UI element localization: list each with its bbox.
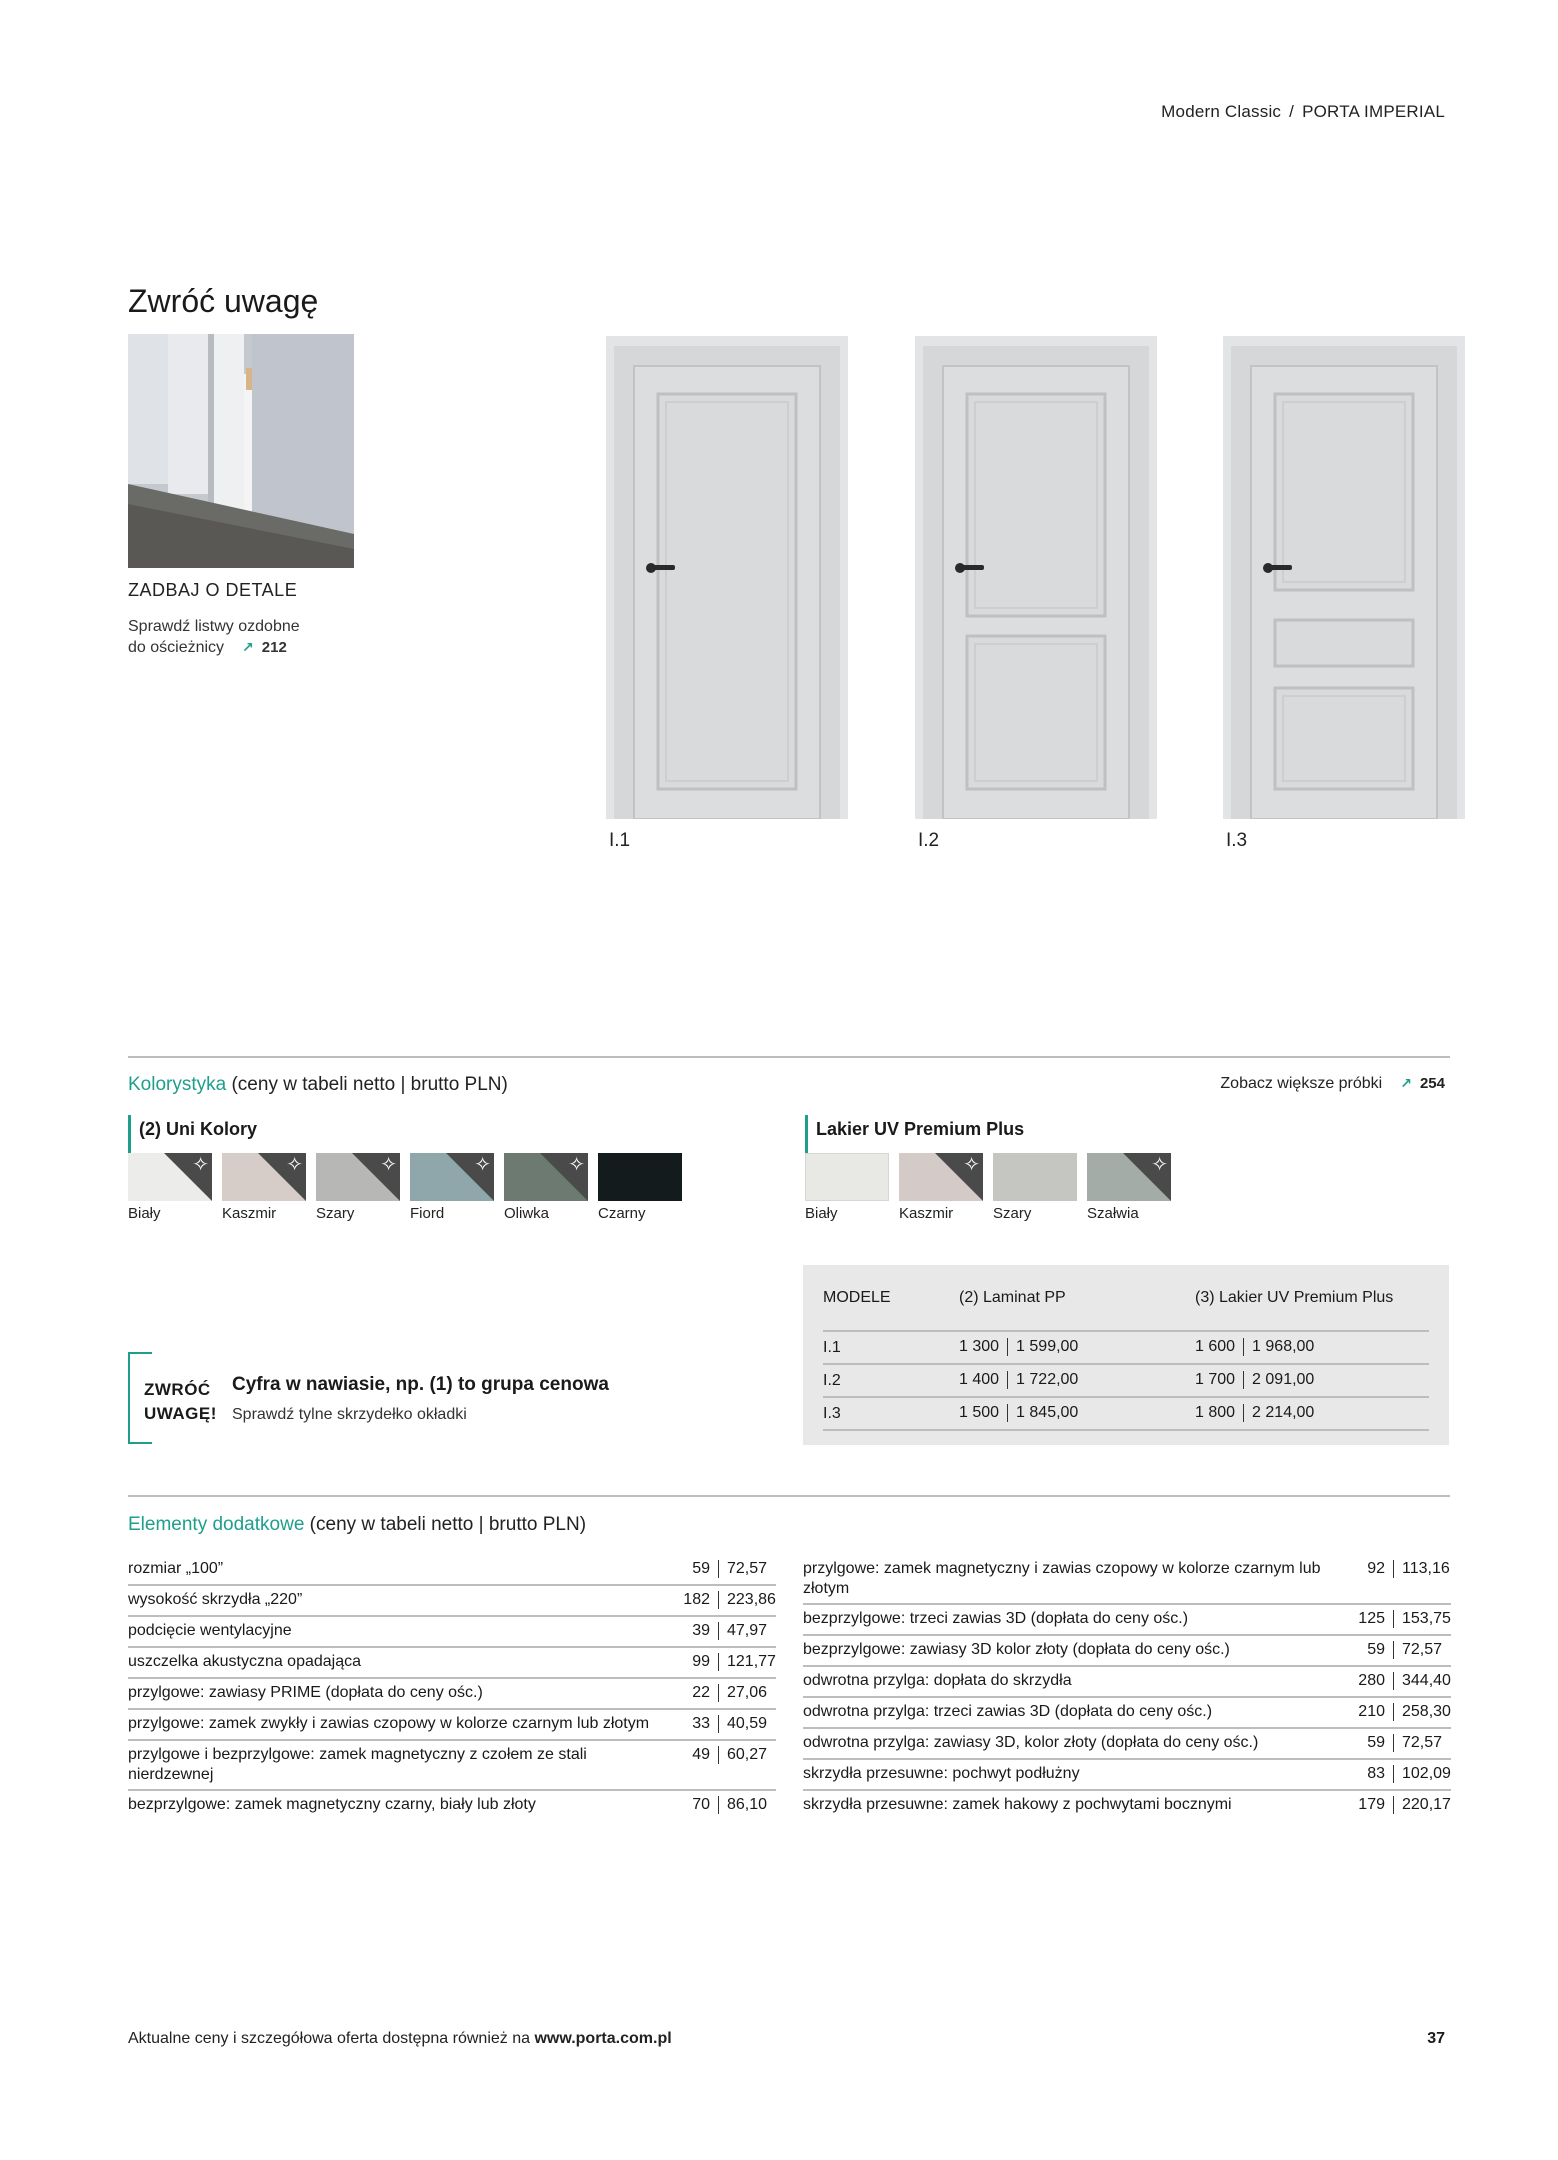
swatch-chip [598, 1153, 682, 1201]
table-row [823, 1331, 1429, 1364]
sparkle-icon: ✧ [286, 1154, 303, 1176]
item-desc: przylgowe i bezprzylgowe: zamek magnetyczny z czołem ze stali nierdzewnej [128, 1746, 587, 1783]
item-desc: odwrotna przylga: trzeci zawias 3D (dopłata do ceny ośc.) [803, 1703, 1213, 1720]
gross-price: 1 968,00 [1252, 1338, 1315, 1356]
door-image-i1 [606, 336, 848, 819]
net-price: 83 [1367, 1765, 1385, 1782]
more-text: Zobacz większe próbki [1220, 1075, 1383, 1092]
note-headline: Cyfra w nawiasie, np. (1) to grupa cenowa [232, 1374, 609, 1395]
swatch[interactable] [805, 1153, 889, 1222]
laminat-price-cell [959, 1397, 1195, 1430]
palette-uv [805, 1115, 1171, 1222]
item-desc: skrzydła przesuwne: pochwyt podłużny [803, 1765, 1080, 1782]
item-price [1345, 1702, 1451, 1723]
page-number: 37 [1427, 2030, 1445, 2047]
note-label [144, 1378, 217, 1426]
swatch-name: Fiord [410, 1205, 445, 1222]
net-price: 59 [1367, 1641, 1385, 1658]
separator [1393, 1796, 1394, 1814]
swatch-name: Oliwka [504, 1205, 550, 1222]
item-desc: rozmiar „100” [128, 1560, 224, 1577]
swatch-name: Biały [805, 1205, 838, 1222]
swatch-chip [316, 1153, 400, 1201]
header-separator: / [1289, 102, 1295, 121]
swatch-chip [993, 1153, 1077, 1201]
door-image-i2 [915, 336, 1157, 819]
gross-price: 1 599,00 [1016, 1338, 1079, 1356]
swatch-name: Kaszmir [222, 1205, 277, 1222]
list-item [128, 1555, 776, 1586]
list-item [803, 1698, 1451, 1729]
uv-price-cell [1195, 1331, 1429, 1364]
arrow-up-right-icon: ↗ [1400, 1075, 1412, 1091]
swatch[interactable] [222, 1153, 306, 1222]
colors-title-rest: (ceny w tabeli netto | brutto PLN) [231, 1074, 508, 1095]
colors-title-accent: Kolorystyka [128, 1074, 227, 1095]
separator [1393, 1734, 1394, 1752]
swatch[interactable] [504, 1153, 588, 1222]
net-price: 59 [1367, 1734, 1385, 1751]
swatch-name: Kaszmir [899, 1205, 954, 1222]
gross-price: 60,27 [727, 1746, 768, 1763]
uv-price-cell [1195, 1364, 1429, 1397]
separator [718, 1653, 719, 1671]
list-item [803, 1605, 1451, 1636]
net-price: 1 800 [1195, 1404, 1236, 1422]
separator [1393, 1703, 1394, 1721]
header-cell: (2) Laminat PP [959, 1288, 1066, 1306]
list-item [128, 1648, 776, 1679]
list-item [803, 1760, 1451, 1791]
table-row [823, 1397, 1429, 1430]
header-cell: MODELE [823, 1288, 891, 1306]
extras-list-left [128, 1555, 776, 1822]
net-price: 1 700 [1195, 1371, 1236, 1389]
item-price [1345, 1764, 1451, 1785]
list-item [128, 1710, 776, 1741]
item-price [670, 1714, 776, 1735]
separator [718, 1591, 719, 1609]
item-desc: podcięcie wentylacyjne [128, 1622, 292, 1639]
separator [1393, 1641, 1394, 1659]
net-price: 125 [1358, 1610, 1385, 1627]
gross-price: 113,16 [1402, 1560, 1450, 1577]
swatch[interactable] [993, 1153, 1077, 1222]
swatch[interactable] [598, 1153, 682, 1222]
item-price [1345, 1609, 1451, 1630]
gross-price: 102,09 [1402, 1765, 1451, 1782]
detail-text-line: Sprawdź listwy ozdobne [128, 618, 300, 635]
item-price [670, 1652, 776, 1673]
item-price [670, 1745, 776, 1785]
item-price [1345, 1795, 1451, 1818]
net-price: 22 [692, 1684, 710, 1701]
list-item [128, 1791, 776, 1822]
swatch[interactable] [128, 1153, 212, 1222]
swatch-name: Biały [128, 1205, 161, 1222]
item-desc: bezprzylgowe: zawiasy 3D kolor złoty (dopłata do ceny ośc.) [803, 1641, 1230, 1658]
net-price: 1 300 [959, 1338, 1000, 1356]
table-row [823, 1364, 1429, 1397]
separator [718, 1746, 719, 1764]
model-cell: I.2 [823, 1364, 959, 1397]
swatch-name: Szary [316, 1205, 355, 1222]
swatch[interactable] [899, 1153, 983, 1222]
separator [718, 1560, 719, 1578]
gross-price: 86,10 [727, 1796, 768, 1813]
swatch-chip [1087, 1153, 1171, 1201]
net-price: 33 [692, 1715, 710, 1732]
list-item [128, 1617, 776, 1648]
gross-price: 223,86 [727, 1591, 776, 1608]
list-item [803, 1667, 1451, 1698]
list-item [128, 1679, 776, 1710]
item-desc: bezprzylgowe: zamek magnetyczny czarny, biały lub złoty [128, 1796, 536, 1813]
laminat-price-cell [959, 1331, 1195, 1364]
list-item [803, 1791, 1451, 1822]
swatch-list [805, 1153, 1171, 1222]
collection-name: Modern Classic [1161, 102, 1282, 121]
swatch-list [128, 1153, 682, 1222]
note-label-line: ZWRÓĆ [144, 1380, 211, 1399]
item-desc: przylgowe: zamek magnetyczny i zawias czopowy w kolorze czarnym lub złotym [803, 1560, 1321, 1597]
item-desc: przylgowe: zamek zwykły i zawias czopowy w kolorze czarnym lub złotym [128, 1715, 650, 1732]
swatch-chip [222, 1153, 306, 1201]
gross-price: 220,17 [1402, 1796, 1451, 1813]
sparkle-icon: ✧ [474, 1154, 491, 1176]
separator [1007, 1371, 1008, 1389]
model-cell: I.1 [823, 1331, 959, 1364]
swatch-name: Czarny [598, 1205, 646, 1222]
item-price [670, 1559, 776, 1580]
detail-text-line [128, 637, 368, 658]
swatch-chip [805, 1153, 889, 1201]
item-desc: bezprzylgowe: trzeci zawias 3D (dopłata do ceny ośc.) [803, 1610, 1189, 1627]
list-item [803, 1729, 1451, 1760]
net-price: 39 [692, 1622, 710, 1639]
list-item [803, 1636, 1451, 1667]
gross-price: 72,57 [727, 1560, 768, 1577]
gross-price: 258,30 [1402, 1703, 1451, 1720]
detail-label: ZADBAJ O DETALE [128, 580, 298, 600]
item-price [670, 1795, 776, 1818]
colors-section-title [128, 1074, 508, 1096]
price-table [823, 1265, 1429, 1431]
item-price [670, 1621, 776, 1642]
uv-price-cell [1195, 1397, 1429, 1430]
extras-list-right [803, 1555, 1451, 1822]
door-image-i3 [1223, 336, 1465, 819]
divider [128, 1056, 1450, 1058]
detail-text-line2: do ościeżnicy [128, 639, 225, 656]
extras-title-accent: Elementy dodatkowe [128, 1514, 305, 1535]
larger-samples-link[interactable] [1220, 1075, 1445, 1093]
detail-photo [128, 334, 354, 568]
swatch-name: Szałwia [1087, 1205, 1139, 1222]
swatch-chip [899, 1153, 983, 1201]
swatch-chip [128, 1153, 212, 1201]
header-cell: (3) Lakier UV Premium Plus [1195, 1288, 1394, 1306]
price-table-header [823, 1265, 1429, 1331]
brand-name: PORTA IMPERIAL [1302, 102, 1445, 121]
sparkle-icon: ✧ [963, 1154, 980, 1176]
gross-price: 121,77 [727, 1653, 776, 1670]
item-desc: skrzydła przesuwne: zamek hakowy z pochwytami bocznymi [803, 1796, 1232, 1813]
net-price: 1 500 [959, 1404, 1000, 1422]
net-price: 179 [1358, 1796, 1385, 1813]
separator [718, 1715, 719, 1733]
extras-section-title [128, 1514, 586, 1536]
gross-price: 47,97 [727, 1622, 768, 1639]
list-item [128, 1586, 776, 1617]
swatch-chip [504, 1153, 588, 1201]
gross-price: 1 722,00 [1016, 1371, 1079, 1389]
item-price [670, 1683, 776, 1704]
sparkle-icon: ✧ [1151, 1154, 1168, 1176]
palette-uni [128, 1115, 682, 1222]
separator [1243, 1404, 1244, 1422]
net-price: 99 [692, 1653, 710, 1670]
swatch[interactable] [1087, 1153, 1171, 1222]
item-desc: odwrotna przylga: zawiasy 3D, kolor złoty (dopłata do ceny ośc.) [803, 1734, 1259, 1751]
swatch[interactable] [316, 1153, 400, 1222]
footer-text: Aktualne ceny i szczegółowa oferta dostępna również na [128, 2030, 531, 2047]
palette-title: Lakier UV Premium Plus [805, 1115, 1171, 1153]
swatch-name: Szary [993, 1205, 1032, 1222]
net-price: 49 [692, 1746, 710, 1763]
gross-price: 27,06 [727, 1684, 768, 1701]
item-desc: odwrotna przylga: dopłata do skrzydła [803, 1672, 1072, 1689]
item-price [670, 1590, 776, 1611]
separator [718, 1796, 719, 1814]
price-group-note [128, 1352, 628, 1444]
sparkle-icon: ✧ [380, 1154, 397, 1176]
extras-title-rest: (ceny w tabeli netto | brutto PLN) [309, 1514, 587, 1535]
running-header [1161, 102, 1445, 122]
separator [1007, 1404, 1008, 1422]
sparkle-icon: ✧ [192, 1154, 209, 1176]
gross-price: 72,57 [1402, 1734, 1443, 1751]
separator [1393, 1672, 1394, 1690]
gross-price: 153,75 [1402, 1610, 1451, 1627]
gross-price: 40,59 [727, 1715, 768, 1732]
gross-price: 72,57 [1402, 1641, 1443, 1658]
price-table-box [803, 1265, 1449, 1445]
separator [718, 1622, 719, 1640]
net-price: 92 [1367, 1560, 1385, 1577]
section-heading: Zwróć uwagę [128, 283, 319, 319]
net-price: 70 [692, 1796, 710, 1813]
separator [1393, 1560, 1394, 1578]
door-label: I.3 [1226, 830, 1248, 851]
divider [128, 1495, 1450, 1497]
note-label-line: UWAGĘ! [144, 1404, 217, 1423]
gross-price: 344,40 [1402, 1672, 1451, 1689]
separator [1393, 1765, 1394, 1783]
item-price [1345, 1733, 1451, 1754]
net-price: 1 400 [959, 1371, 1000, 1389]
net-price: 210 [1358, 1703, 1385, 1720]
item-desc: wysokość skrzydła „220” [128, 1591, 303, 1608]
item-price [1345, 1671, 1451, 1692]
laminat-price-cell [959, 1364, 1195, 1397]
gross-price: 2 091,00 [1252, 1371, 1315, 1389]
more-page-ref: 254 [1419, 1075, 1445, 1092]
list-item [803, 1555, 1451, 1605]
sparkle-icon: ✧ [568, 1154, 585, 1176]
swatch[interactable] [410, 1153, 494, 1222]
separator [718, 1684, 719, 1702]
separator [1243, 1371, 1244, 1389]
gross-price: 1 845,00 [1016, 1404, 1079, 1422]
arrow-up-right-icon: ↗ [242, 639, 254, 655]
separator [1393, 1610, 1394, 1628]
net-price: 1 600 [1195, 1338, 1236, 1356]
item-desc: przylgowe: zawiasy PRIME (dopłata do ceny ośc.) [128, 1684, 483, 1701]
swatch-chip [410, 1153, 494, 1201]
note-text: Sprawdź tylne skrzydełko okładki [232, 1406, 467, 1423]
net-price: 182 [683, 1591, 710, 1608]
door-label: I.1 [609, 830, 631, 851]
footer [128, 2030, 672, 2048]
list-item [128, 1741, 776, 1791]
separator [1243, 1338, 1244, 1356]
net-price: 280 [1358, 1672, 1385, 1689]
detail-page-ref[interactable]: 212 [261, 639, 287, 656]
item-price [1345, 1640, 1451, 1661]
item-price [1345, 1559, 1451, 1599]
separator [1007, 1338, 1008, 1356]
palette-title: (2) Uni Kolory [128, 1115, 682, 1153]
item-desc: uszczelka akustyczna opadająca [128, 1653, 362, 1670]
footer-url[interactable]: www.porta.com.pl [534, 2030, 672, 2047]
door-label: I.2 [918, 830, 940, 851]
detail-text [128, 617, 368, 658]
net-price: 59 [692, 1560, 710, 1577]
gross-price: 2 214,00 [1252, 1404, 1315, 1422]
model-cell: I.3 [823, 1397, 959, 1430]
